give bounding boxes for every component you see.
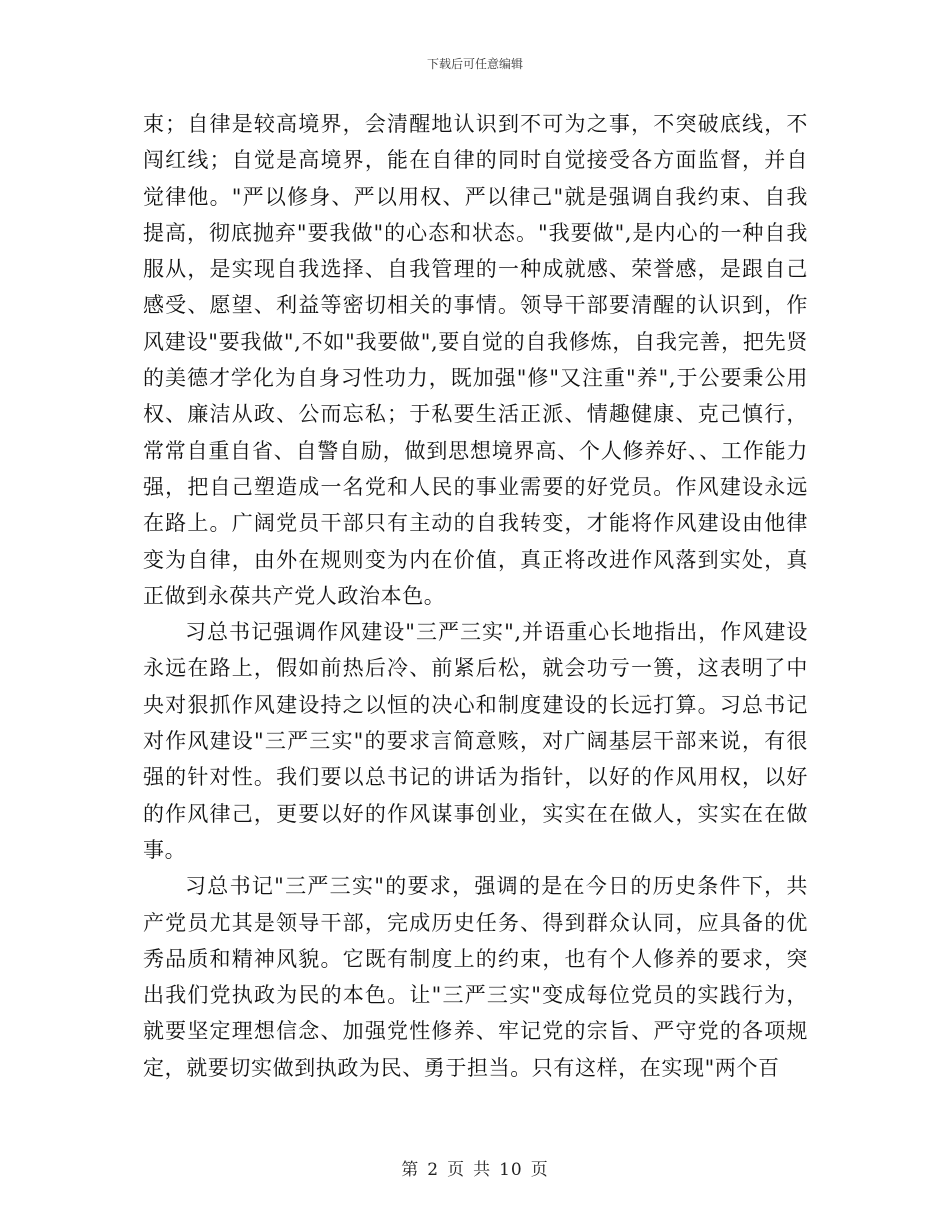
header-note: 下载后可任意编辑 — [426, 57, 523, 71]
document-body — [143, 106, 808, 1086]
paragraph-1: 束；自律是较高境界，会清醒地认识到不可为之事，不突破底线，不闯红线；自觉是高境界，能在自律的同时自觉接受各方面监督，并自觉律他。"严以修身、严以用权、严以律己"就是强调自我约束、自我提高，彻底抛弃"要我做"的心态和状态。"我要做",是内心的一种自我服从，是实现自我选择、自我管理的一种成就感、荣誉感，是跟自己感受、愿望、利益等密切相关的事情。领导干部要清醒的认识到，作风建设"要我做",不如"我要做",要自觉的自我修炼，自我完善，把先贤的美德才学化为自身习性功力，既加强"修"又注重"养",于公要秉公用权、廉洁从政、公而忘私；于私要生活正派、情趣健康、克己慎行，常常自重自省、自警自励，做到思想境界高、个人修养好、、工作能力强，把自己塑造成一名党和人民的事业需要的好党员。作风建设永远在路上。广阔党员干部只有主动的自我转变，才能将作风建设由他律变为自律，由外在规则变为内在价值，真正将改进作风落到实处，真正做到永葆共产党人政治本色。 — [143, 112, 808, 608]
footer-suffix: 页 — [530, 1160, 549, 1180]
footer-total-word: 共 — [473, 1160, 492, 1180]
page-footer — [0, 1155, 950, 1180]
footer-current-page: 2 — [427, 1160, 440, 1180]
footer-total-pages: 10 — [499, 1160, 523, 1180]
paragraph-2: 习总书记强调作风建设"三严三实",并语重心长地指出，作风建设永远在路上，假如前热后冷、前紧后松，就会功亏一篑，这表明了中央对狠抓作风建设持之以恒的决心和制度建设的长远打算。习总书记对作风建设"三严三实"的要求言简意赅，对广阔基层干部来说，有很强的针对性。我们要以总书记的讲话为指针，以好的作风用权，以好的作风律己，更要以好的作风谋事创业，实实在在做人，实实在在做事。 — [143, 620, 808, 862]
footer-prefix: 第 — [401, 1160, 420, 1180]
paragraph-3: 习总书记"三严三实"的要求，强调的是在今日的历史条件下，共产党员尤其是领导干部，完成历史任务、得到群众认同，应具备的优秀品质和精神风貌。它既有制度上的约束，也有个人修养的要求，突出我们党执政为民的本色。让"三严三实"变成每位党员的实践行为，就要坚定理想信念、加强党性修养、牢记党的宗旨、严守党的各项规定，就要切实做到执政为民、勇于担当。只有这样，在实现"两个百 — [143, 874, 808, 1080]
footer-page-word: 页 — [447, 1160, 466, 1180]
